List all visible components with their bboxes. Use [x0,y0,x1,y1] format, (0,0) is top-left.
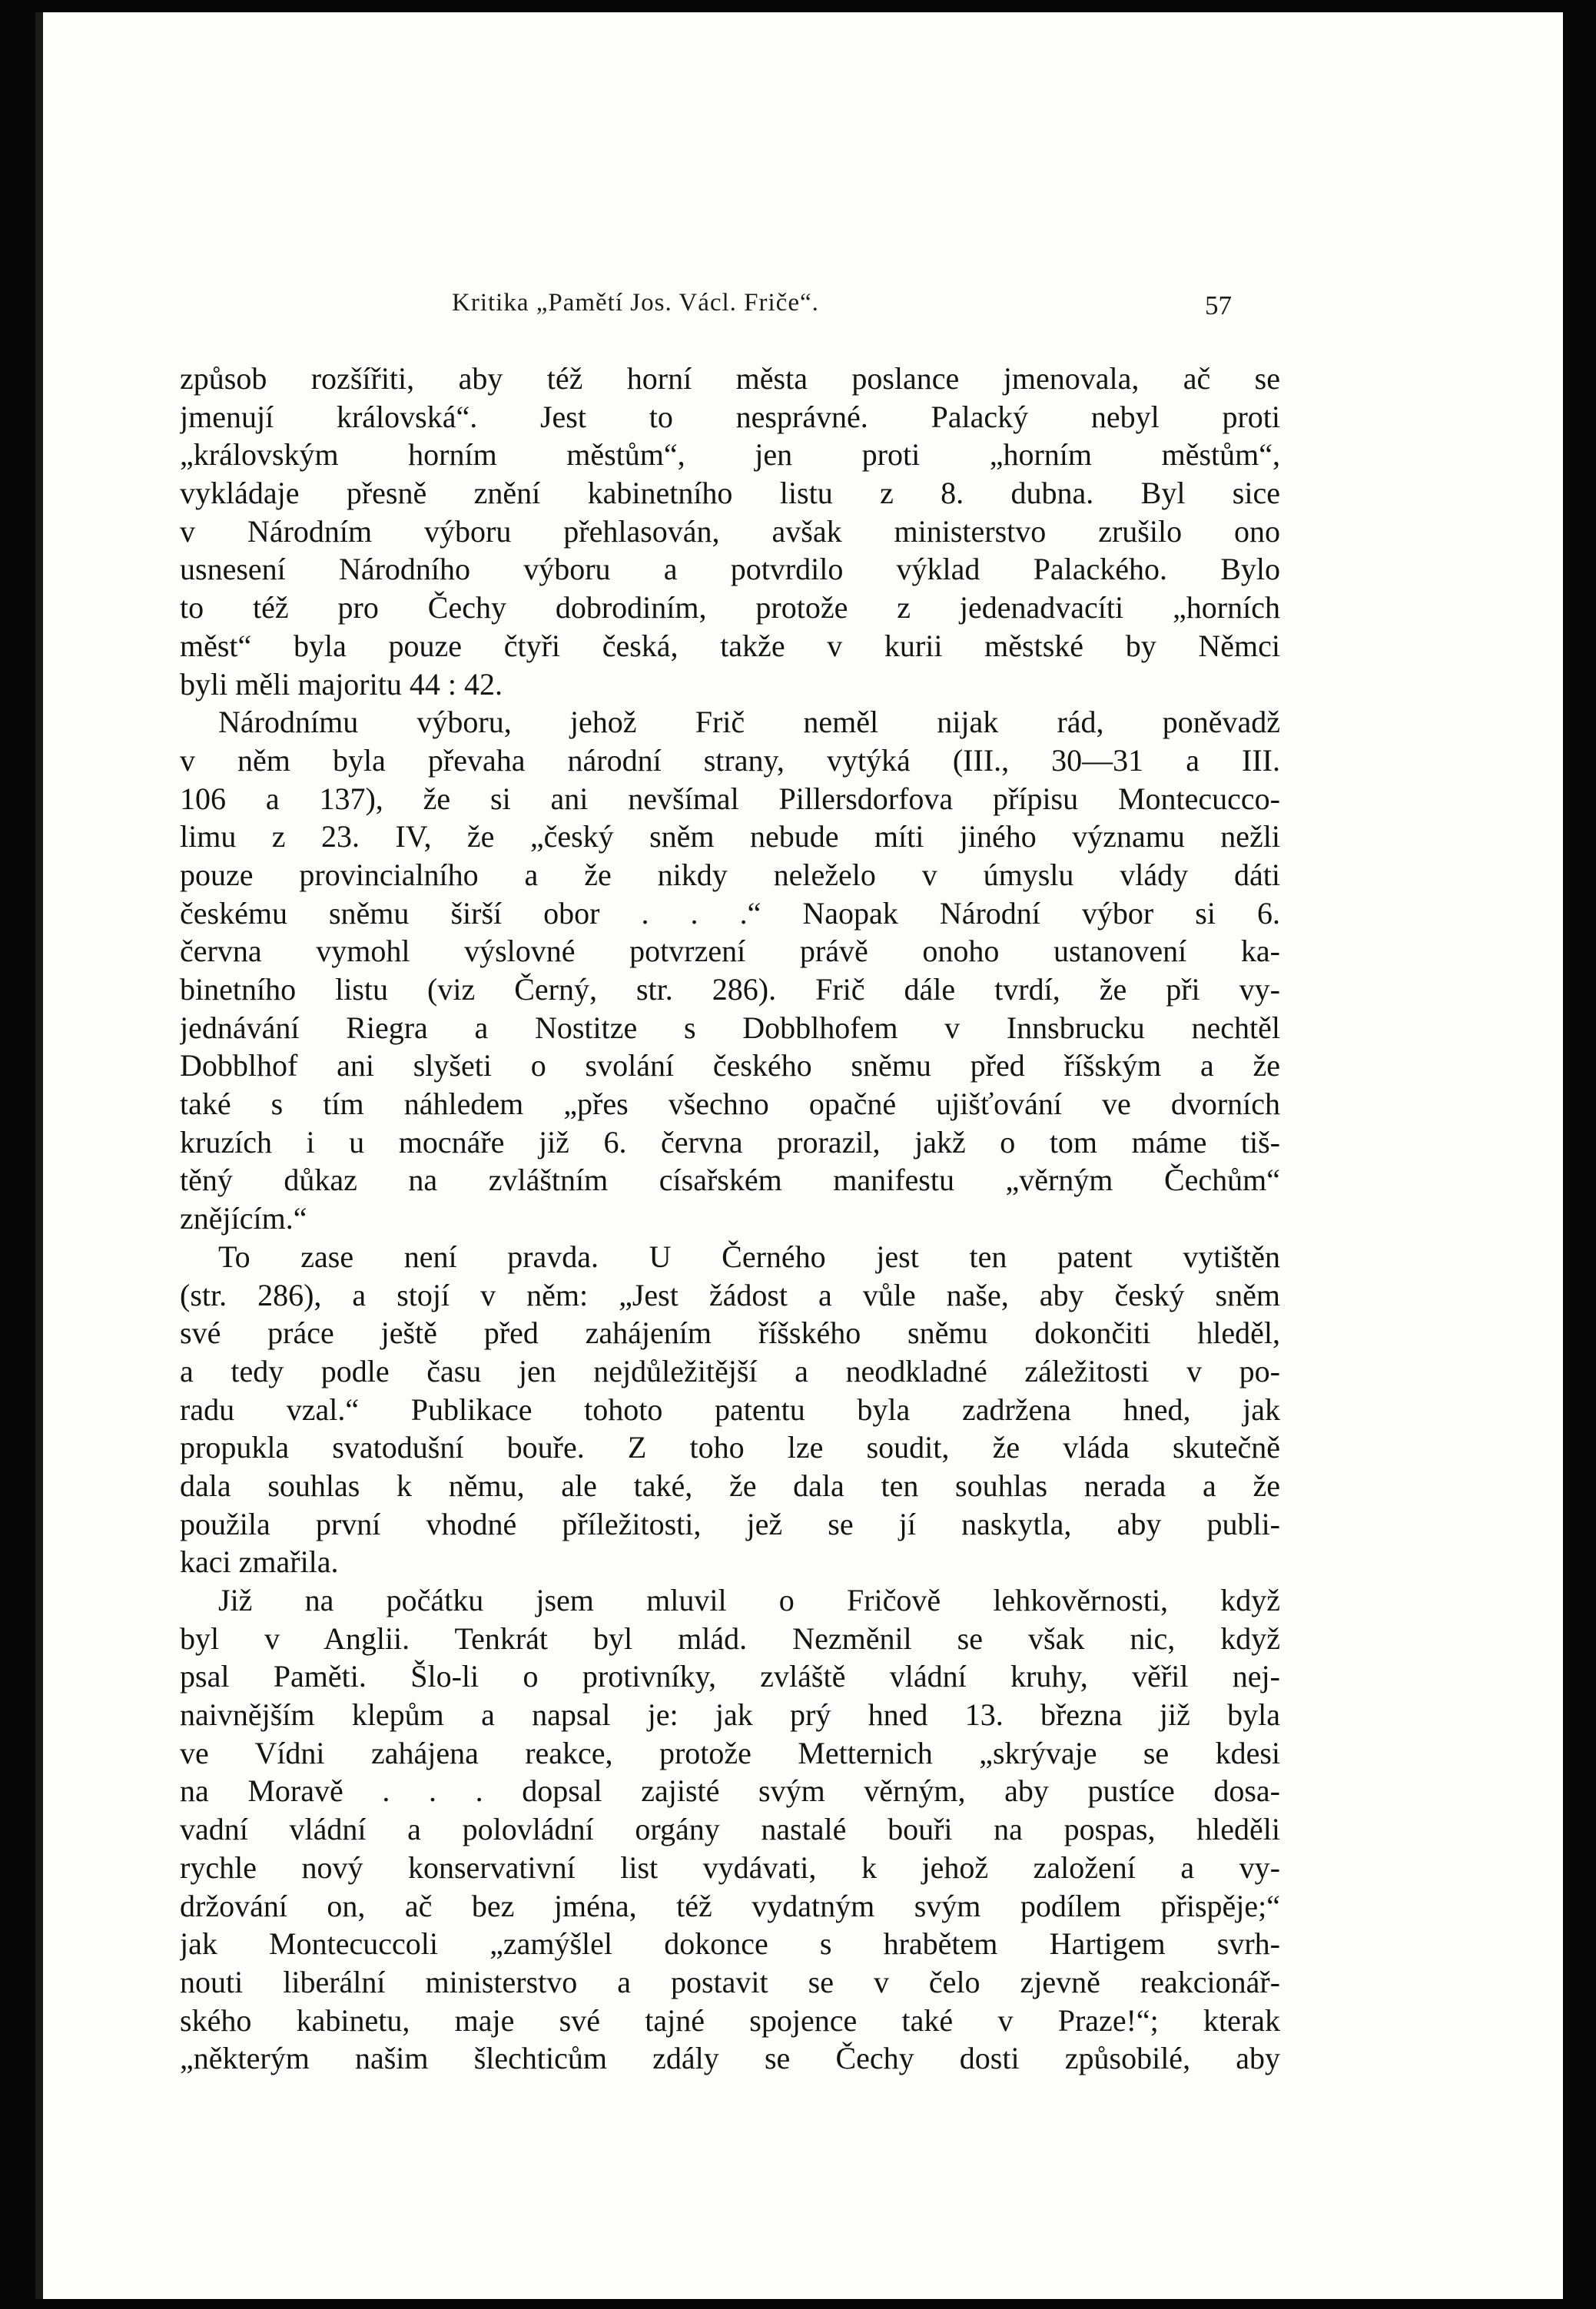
text-line: to též pro Čechy dobrodiním, protože z jedenadvacíti „horních [180,590,1280,625]
text-line: Národnímu výboru, jehož Frič neměl nijak rád, poněvadž [218,705,1280,740]
text-line: znějícím.“ [180,1201,307,1236]
text-line: vykládaje přesně znění kabinetního listu z 8. dubna. Byl sice [180,476,1280,511]
text-line: Dobblhof ani slyšeti o svolání českého sněmu před říšským a že [180,1048,1280,1083]
text-line: limu z 23. IV, že „český sněm nebude míti jiného významu nežli [180,819,1280,854]
text-line: ského kabinetu, maje své tajné spojence také v Praze!“; kterak [180,2002,1280,2038]
running-head [43,289,1563,327]
text-line: českému sněmu širší obor . . .“ Naopak Národní výbor si 6. [180,895,1280,931]
book-page [35,12,1563,2299]
text-line: na Moravě . . . dopsal zajisté svým věrným, aby pustíce dosa- [180,1773,1280,1809]
text-line: naivnějším klepům a napsal je: jak prý hned 13. března již byla [180,1697,1280,1733]
text-line: „královským horním městům“, jen proti „horním městům“, [180,437,1280,473]
text-line: také s tím náhledem „přes všechno opačné ujišťování ve dvorních [180,1086,1280,1122]
text-line: své práce ještě před zahájením říšského sněmu dokončiti hleděl, [180,1315,1280,1351]
text-line: června vymohl výslovné potvrzení právě onoho ustanovení ka- [180,934,1280,969]
text-line: usnesení Národního výboru a potvrdilo výklad Palackého. Bylo [180,552,1280,587]
text-line: 106 a 137), že si ani nevšímal Pillersdorfova přípisu Montecucco- [180,781,1280,816]
text-line: „některým našim šlechticům zdály se Čechy dosti způsobilé, aby [180,2041,1280,2076]
page-number: 57 [1205,290,1232,320]
running-head-title: Kritika „Pamětí Jos. Václ. Friče“. [452,289,819,317]
text-line: binetního listu (viz Černý, str. 286). Frič dále tvrdí, že při vy- [180,972,1280,1007]
text-line: To zase není pravda. U Černého jest ten patent vytištěn [218,1239,1280,1274]
text-line: v Národním výboru přehlasován, avšak ministerstvo zrušilo ono [180,513,1280,549]
text-line: Již na počátku jsem mluvil o Fričově lehkověrnosti, když [218,1583,1280,1617]
text-line: (str. 286), a stojí v něm: „Jest žádost a vůle naše, aby český sněm [180,1277,1280,1312]
text-line: pouze provincialního a že nikdy neleželo v úmyslu vlády dáti [180,857,1280,892]
text-line: použila první vhodné příležitosti, jež se jí naskytla, aby publi- [180,1506,1280,1541]
text-line: vadní vládní a polovládní orgány nastalé bouři na pospas, hleděli [180,1812,1280,1847]
text-line: rychle nový konservativní list vydávati, k jehož založení a vy- [180,1850,1280,1885]
text-line: ve Vídni zahájena reakce, protože Metternich „skrývaje se kdesi [180,1735,1280,1770]
text-line: jak Montecuccoli „zamýšlel dokonce s hrabětem Hartigem svrh- [180,1926,1280,1962]
text-line: radu vzal.“ Publikace tohoto patentu byla zadržena hned, jak [180,1392,1280,1427]
text-line: kruzích i u mocnáře již 6. června prorazil, jakž o tom máme tiš- [180,1124,1280,1159]
body-text [180,360,1280,2078]
text-line: způsob rozšířiti, aby též horní města poslance jmenovala, ač se [180,361,1280,396]
text-line: propukla svatodušní bouře. Z toho lze soudit, že vláda skutečně [180,1430,1280,1465]
text-line: těný důkaz na zvláštním císařském manifestu „věrným Čechům“ [180,1163,1280,1198]
text-line: nouti liberální ministerstvo a postavit se v čelo zjevně reakcionář- [180,1964,1280,1999]
text-line: byli měli majoritu 44 : 42. [180,666,503,702]
text-line: jmenují královská“. Jest to nesprávné. Palacký nebyl proti [180,399,1280,434]
text-line: dala souhlas k němu, ale také, že dala ten souhlas nerada a že [180,1468,1280,1503]
text-line: byl v Anglii. Tenkrát byl mlád. Nezměnil se však nic, když [180,1621,1280,1656]
text-line: v něm byla převaha národní strany, vytýká (III., 30—31 a III. [180,742,1280,778]
text-line: psal Paměti. Šlo-li o protivníky, zvláště vládní kruhy, věřil nej- [180,1659,1280,1694]
text-line: měst“ byla pouze čtyři česká, takže v kurii městské by Němci [180,628,1280,663]
text-line: kaci zmařila. [180,1544,339,1580]
text-line: držování on, ač bez jména, též vydatným svým podílem přispěje;“ [180,1888,1280,1923]
text-line: jednávání Riegra a Nostitze s Dobblhofem v Innsbrucku nechtěl [180,1010,1280,1045]
text-line: a tedy podle času jen nejdůležitější a neodkladné záležitosti v po- [180,1353,1280,1388]
